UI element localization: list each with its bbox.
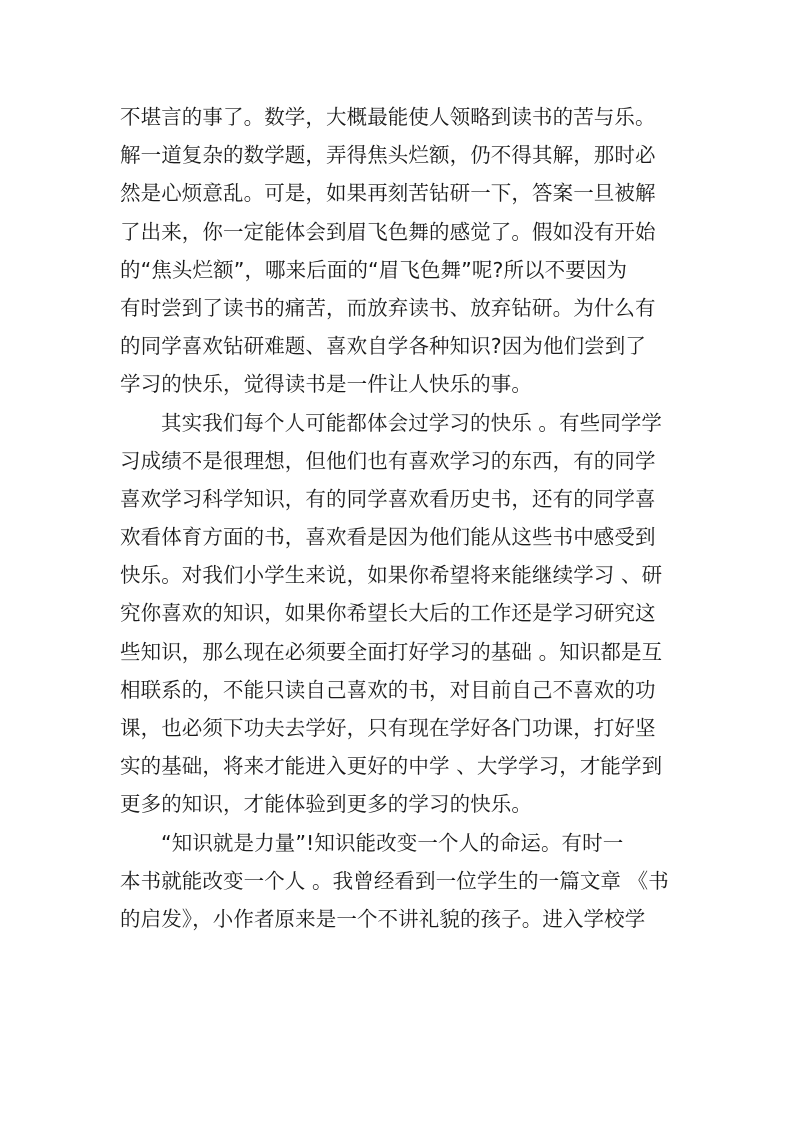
text-line: 相联系的，不能只读自己喜欢的书，对目前自己不喜欢的功 — [120, 677, 656, 702]
paragraph-start-line: 其实我们每个人可能都体会过学习的快乐 。有些同学学 — [161, 410, 663, 435]
text-line: 更多的知识，才能体验到更多的学习的快乐。 — [120, 792, 532, 817]
text-line: 解一道复杂的数学题，弄得焦头烂额，仍不得其解，那时必 — [120, 143, 656, 168]
text-line: 的启发》，小作者原来是一个不讲礼貌的孩子。进入学校学 — [120, 906, 646, 931]
text-line: 快乐。对我们小学生来说，如果你希望将来能继续学习 、研 — [120, 563, 663, 588]
text-line: 本书就能改变一个人 。我曾经看到一位学生的一篇文章 《书 — [120, 868, 669, 893]
text-line: 究你喜欢的知识，如果你希望长大后的工作还是学习研究这 — [120, 601, 656, 626]
text-line: 的“焦头烂额”，哪来后面的“眉飞色舞”呢?所以不要因为 — [120, 257, 628, 282]
text-line: 习成绩不是很理想，但他们也有喜欢学习的东西，有的同学 — [120, 448, 656, 473]
text-line: 然是心烦意乱。可是，如果再刻苦钻研一下，答案一旦被解 — [120, 181, 656, 206]
text-line: 了出来，你一定能体会到眉飞色舞的感觉了。假如没有开始 — [120, 219, 656, 244]
text-line: 些知识，那么现在必须要全面打好学习的基础 。知识都是互 — [120, 639, 663, 664]
text-line: 学习的快乐，觉得读书是一件让人快乐的事。 — [120, 372, 532, 397]
body-text — [120, 98, 680, 938]
text-line: 课，也必须下功夫去学好，只有现在学好各门功课，打好坚 — [120, 716, 656, 740]
text-line: 欢看体育方面的书，喜欢看是因为他们能从这些书中感受到 — [120, 525, 656, 550]
text-line: 不堪言的事了。数学，大概最能使人领略到读书的苦与乐。 — [120, 105, 656, 129]
text-line: 实的基础，将来才能进入更好的中学 、大学学习，才能学到 — [120, 754, 663, 779]
text-line: 的同学喜欢钻研难题、喜欢自学各种知识?因为他们尝到了 — [120, 334, 646, 359]
text-line: 有时尝到了读书的痛苦，而放弃读书、放弃钻研。为什么有 — [120, 295, 656, 320]
text-line: 喜欢学习科学知识，有的同学喜欢看历史书，还有的同学喜 — [120, 486, 656, 511]
paragraph-start-line: “知识就是力量”!知识能改变一个人的命运。有时一 — [161, 830, 624, 855]
